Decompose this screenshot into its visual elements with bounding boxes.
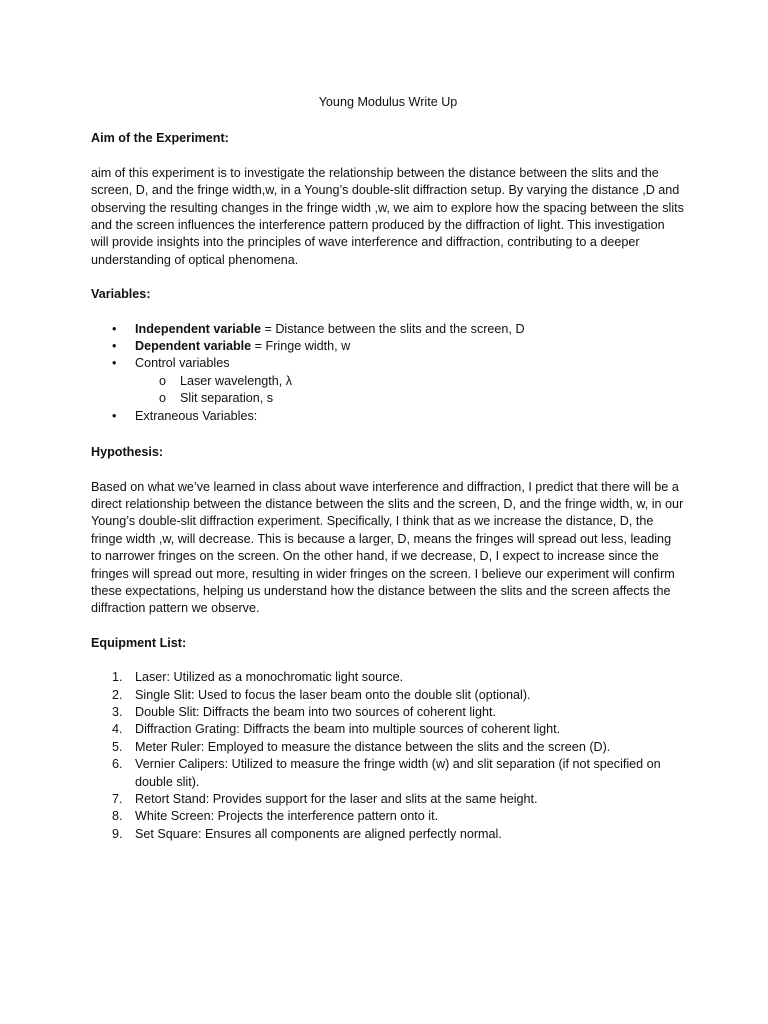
list-item [91,338,685,355]
list-item [91,408,685,425]
equipment-item-text: White Screen: Projects the interference pattern onto it. [135,809,439,824]
variables-heading: Variables: [91,287,151,302]
list-item [91,704,685,721]
bullet-icon: • [112,339,117,354]
list-item [135,390,685,407]
bullet-icon: • [112,356,117,371]
bullet-icon: • [112,321,117,336]
list-number: 7. [112,792,123,806]
list-item [91,826,685,843]
extraneous-variables-label: Extraneous Variables: [135,408,258,423]
equipment-item-text: Vernier Calipers: Utilized to measure the fringe width (w) and slit separation (if not specified on double slit). [135,757,661,789]
dependent-variable-text: = Fringe width, w [251,339,351,354]
equipment-item-text: Single Slit: Used to focus the laser beam onto the double slit (optional). [135,687,531,702]
list-item [135,373,685,390]
equipment-item-text: Diffraction Grating: Diffracts the beam into multiple sources of coherent light. [135,722,561,737]
list-item [91,756,685,791]
equipment-heading: Equipment List: [91,635,187,650]
document-page [91,94,685,843]
sub-bullet-icon: o [159,373,167,388]
list-item [91,355,685,407]
equipment-item-text: Set Square: Ensures all components are aligned perfectly normal. [135,826,502,841]
independent-variable-label: Independent variable [135,321,261,336]
list-item [91,687,685,704]
list-number: 9. [112,826,123,841]
list-number: 4. [112,722,123,737]
list-number: 8. [112,809,123,824]
list-item [91,791,685,808]
equipment-item-text: Retort Stand: Provides support for the laser and slits at the same height. [135,792,538,806]
list-number: 1. [112,670,123,685]
list-item [91,321,685,338]
hypothesis-paragraph: Based on what we’ve learned in class about wave interference and diffraction, I predict that there will be a direct relationship between the distance between the slits and the screen, D, and the fringe width, w, in our Young’s double-slit diffraction experiment. Specifically, I think that as we increase the distance, D, the fringe width ,w, will decrease. This is because a larger, D, means the fringes will spread out less, leading to narrower fringes on the screen. On the other hand, if we decrease, D, I expect to increase since the fringes will spread out more, resulting in wider fringes on the screen. I believe our experiment will confirm these expectations, helping us understand how the distance between the slits and the screen affects the diffraction pattern we observe. [91,479,684,616]
control-variables-label: Control variables [135,356,230,371]
equipment-item-text: Meter Ruler: Employed to measure the distance between the slits and the screen (D). [135,739,611,754]
list-item [91,669,685,686]
list-item [91,808,685,825]
equipment-item-text: Double Slit: Diffracts the beam into two sources of coherent light. [135,704,496,719]
aim-paragraph: aim of this experiment is to investigate the relationship between the distance between the slits and the screen, D, and the fringe width,w, in a Young’s double-slit diffraction setup. By varying the distance ,D and observing the resulting changes in the fringe width ,w, we aim to explore how the spacing between the slits and the screen influences the interference pattern produced by the diffraction of light. This investigation will provide insights into the principles of wave interference and diffraction, contributing to a deeper understanding of optical phenomena. [91,165,684,267]
control-variables-sublist [135,373,685,408]
dependent-variable-label: Dependent variable [135,339,252,354]
bullet-icon: • [112,408,117,423]
hypothesis-heading: Hypothesis: [91,445,164,460]
list-item [91,739,685,756]
document-title: Young Modulus Write Up [318,95,458,109]
independent-variable-text: = Distance between the slits and the screen, D [260,321,525,336]
list-number: 5. [112,739,123,754]
list-number: 6. [112,757,123,772]
control-variable-item: Slit separation, s [180,391,274,406]
equipment-list [91,669,685,843]
list-item [91,721,685,738]
list-number: 3. [112,704,123,719]
sub-bullet-icon: o [159,391,167,406]
list-number: 2. [112,687,123,702]
control-variable-item: Laser wavelength, λ [180,373,293,388]
aim-heading: Aim of the Experiment: [91,131,229,146]
variables-list [91,321,685,425]
equipment-item-text: Laser: Utilized as a monochromatic light source. [135,670,404,685]
